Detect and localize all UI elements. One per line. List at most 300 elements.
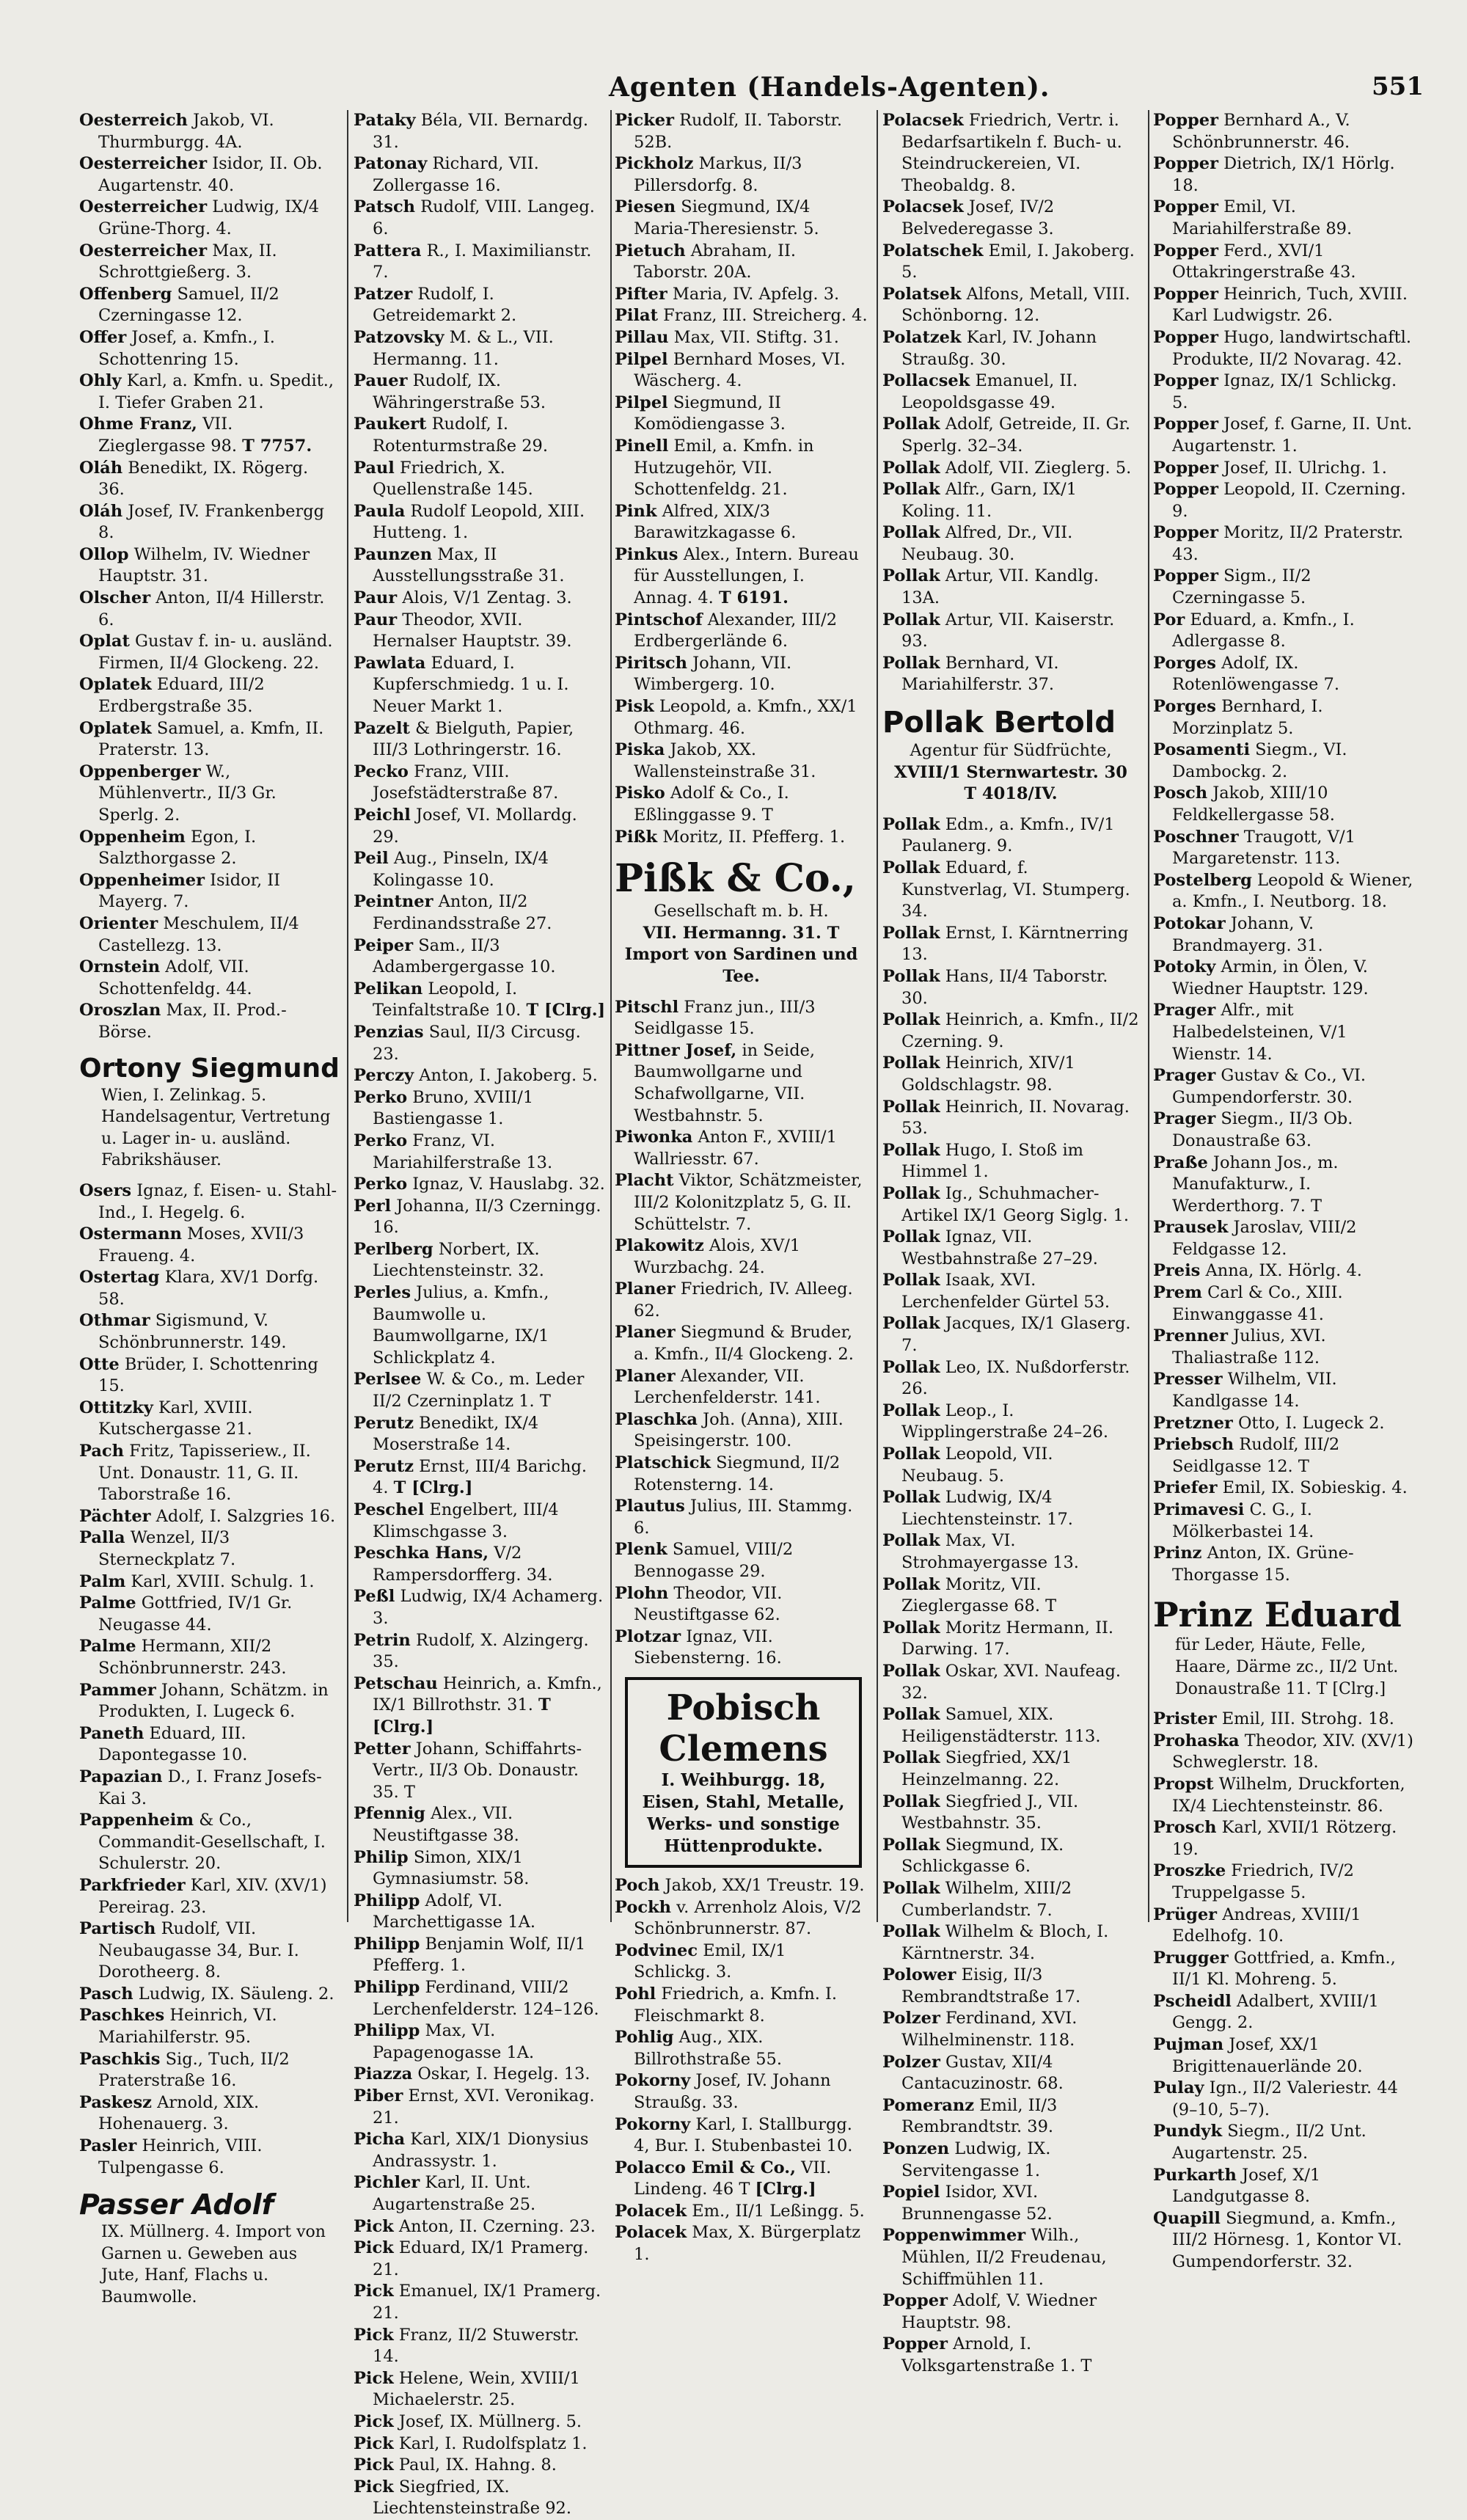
entry-name: Popper xyxy=(882,2291,948,2311)
entry-address: Engelbert, III/4 Klimschgasse 3. xyxy=(373,1500,559,1541)
directory-entry xyxy=(882,858,1139,923)
entry-name: Pollak xyxy=(882,1140,940,1160)
entry-address: Rudolf Leopold, XIII. Hutteng. 1. xyxy=(373,501,585,543)
entry-address: Max, II Ausstellungsstraße 31. xyxy=(373,544,565,586)
directory-entry xyxy=(882,566,1139,609)
advertisement-text: IX. Müllnerg. 4. Import von Garnen u. Geweben aus Jute, Hanf, Flachs u. Baumwolle. xyxy=(101,2223,326,2307)
entry-name: Pilpel xyxy=(615,349,668,369)
entry-address: Richard, VII. Zollergasse 16. xyxy=(373,154,539,195)
entry-name: Popper xyxy=(1153,111,1218,130)
entry-address: Anton F., XVIII/1 Wallriesstr. 67. xyxy=(634,1128,837,1169)
entry-name: Prohaska xyxy=(1153,1731,1240,1750)
entry-address: Artur, VII. Kaiserstr. 93. xyxy=(901,610,1115,651)
entry-name: Planer xyxy=(615,1279,676,1299)
entry-name: Partisch xyxy=(79,1919,156,1939)
directory-entry xyxy=(354,718,607,762)
directory-entry xyxy=(1153,783,1416,826)
directory-entry xyxy=(1153,1434,1416,1478)
directory-entry xyxy=(1153,522,1416,566)
page-number: 551 xyxy=(1372,72,1424,101)
entry-address: Karl, XIX/1 Dionysius Andrassystr. 1. xyxy=(373,2130,589,2171)
entry-name: Pollak xyxy=(882,1531,940,1551)
entry-name: Polzer xyxy=(882,2052,940,2072)
entry-name: Picha xyxy=(354,2130,406,2150)
entry-address: Carl & Co., XIII. Einwanggasse 41. xyxy=(1172,1283,1343,1324)
directory-entry xyxy=(79,1571,337,1593)
entry-address: Max, VI. Papagenogasse 1A. xyxy=(373,2021,535,2062)
entry-address: Rudolf, VIII. Langeg. 6. xyxy=(373,197,595,238)
entry-name: Pollak xyxy=(882,814,940,834)
entry-address: Wilhelm, IV. Wiedner Hauptstr. 31. xyxy=(98,544,310,586)
directory-entry xyxy=(354,1131,607,1174)
directory-entry xyxy=(615,349,868,392)
entry-address: Anton, II/2 Ferdinandsstraße 27. xyxy=(373,892,552,933)
entry-name: Prager xyxy=(1153,1001,1216,1020)
directory-entry xyxy=(1153,1948,1416,1991)
entry-address: Friedrich, Vertr. i. Bedarfsartikeln f. Buch- u. Steindruckereien, VI. Theobaldg. 8. xyxy=(901,111,1122,195)
directory-entry xyxy=(79,1506,337,1528)
entry-name: Perl xyxy=(354,1196,392,1216)
entry-address: Alex., Intern. Bureau für Ausstellungen, I. Annag. 4. xyxy=(634,544,859,608)
advertisement-title: Prinz Eduard xyxy=(1153,1595,1402,1635)
directory-entry xyxy=(354,2216,607,2238)
entry-address: v. Arrenholz Alois, V/2 Schönbrunnerstr. 87. xyxy=(634,1897,862,1939)
entry-address: Simon, XIX/1 Gymnasiumstr. 58. xyxy=(373,1847,530,1889)
entry-name: Piesen xyxy=(615,197,676,217)
entry-name: Piazza xyxy=(354,2064,413,2084)
entry-address: Hugo, landwirtschaftl. Produkte, II/2 Novarag. 42. xyxy=(1172,327,1412,369)
entry-address: Karl, XVII/1 Rötzerg. 19. xyxy=(1172,1818,1397,1859)
advertisement-line: XVIII/1 Sternwartestr. 30 xyxy=(894,762,1127,782)
advertisement-line: Eisen, Stahl, Metalle, xyxy=(642,1792,845,1812)
directory-entry xyxy=(1153,653,1416,696)
directory-entry xyxy=(354,2411,607,2433)
entry-address: Siegmund & Bruder, a. Kmfn., II/4 Glockeng. 2. xyxy=(634,1323,854,1365)
directory-entry xyxy=(615,653,868,696)
entry-address: Ignaz, V. Hauslabg. 32. xyxy=(412,1175,605,1194)
entry-address: Rudolf, X. Alzingerg. 35. xyxy=(373,1630,589,1672)
entry-address: Eduard, I. Kupferschmiedg. 1 u. I. Neuer Markt 1. xyxy=(373,653,569,717)
entry-address: Isaak, XVI. Lerchenfelder Gürtel 53. xyxy=(901,1271,1111,1312)
entry-address: Emil, III. Strohg. 18. xyxy=(1221,1709,1394,1729)
directory-entry xyxy=(79,1224,337,1267)
entry-address: Ludwig, IX/4 Achamerg. 3. xyxy=(373,1587,604,1628)
entry-address: Karl, XIV. (XV/1) Pereirag. 23. xyxy=(98,1875,327,1917)
entry-name: Popper xyxy=(1153,523,1218,543)
entry-address: W. & Co., m. Leder II/2 Czerninplatz 1. T xyxy=(373,1370,585,1411)
entry-name: Pietuch xyxy=(615,241,686,260)
entry-name: Pollak xyxy=(882,1922,940,1942)
advertisement-line: I. Weihburgg. 18, xyxy=(661,1770,826,1790)
directory-entry xyxy=(79,284,337,327)
entry-address: Samuel, VIII/2 Bennogasse 29. xyxy=(634,1540,794,1581)
directory-entry xyxy=(79,1680,337,1723)
directory-entry xyxy=(615,739,868,783)
entry-name: Offenberg xyxy=(79,284,172,304)
entry-address: Alexander, III/2 Erdbergerlände 6. xyxy=(634,610,838,651)
directory-entry xyxy=(1153,197,1416,240)
directory-entry xyxy=(354,891,607,935)
entry-name: Papazian xyxy=(79,1767,163,1786)
entry-name: Patzer xyxy=(354,284,413,304)
entry-address: Johann, Schätzm. in Produkten, I. Lugeck 6. xyxy=(98,1680,329,1722)
advertisement-text: für Leder, Häute, Felle, Haare, Därme zc., II/2 Unt. Donaustraße 11. T [Clrg.] xyxy=(1175,1636,1399,1698)
entry-address: Julius, XVI. Thaliastraße 112. xyxy=(1172,1326,1326,1367)
entry-name: Popper xyxy=(1153,327,1218,347)
entry-name: Pollak xyxy=(882,1835,940,1855)
directory-entry xyxy=(79,1310,337,1354)
entry-name: Pinkus xyxy=(615,544,678,564)
entry-address: Emil, I. Jakoberg. 5. xyxy=(901,241,1135,282)
entry-address: Karl, XVIII. Kutschergasse 21. xyxy=(98,1398,253,1439)
directory-entry xyxy=(354,2020,607,2064)
entry-name: Polacek xyxy=(615,2223,687,2243)
entry-address: D., I. Franz Josefs-Kai 3. xyxy=(98,1767,322,1808)
directory-entry xyxy=(354,610,607,653)
directory-entry xyxy=(79,1984,337,2006)
directory-entry xyxy=(615,696,868,739)
entry-name: Pittner Josef, xyxy=(615,1040,737,1060)
directory-entry xyxy=(354,2172,607,2216)
entry-name: Potokar xyxy=(1153,913,1226,933)
entry-name: Podvinec xyxy=(615,1940,698,1960)
entry-name: Potoky xyxy=(1153,957,1216,977)
entry-address: V/2 Rampersdorfferg. 34. xyxy=(373,1544,553,1585)
column-divider xyxy=(1148,110,1149,1922)
entry-name: Pomeranz xyxy=(882,2095,975,2115)
entry-name: Pick xyxy=(354,2238,394,2258)
entry-name: Popper xyxy=(1153,241,1218,260)
entry-address: Max, VI. Strohmayergasse 13. xyxy=(901,1531,1079,1572)
entry-address: Heinrich, II. Novarag. 53. xyxy=(901,1097,1130,1139)
entry-address: Johanna, II/3 Czerningg. 16. xyxy=(373,1196,601,1238)
directory-entry xyxy=(882,197,1139,240)
entry-address: Leopold & Wiener, a. Kmfn., I. Neutborg. 18. xyxy=(1172,870,1413,912)
entry-name: Ostermann xyxy=(79,1224,182,1244)
entry-name: Pick xyxy=(354,2433,394,2453)
entry-address: Johann, V. Brandmayerg. 31. xyxy=(1172,913,1323,955)
entry-address: Ign., II/2 Valeriestr. 44 (9–10, 5–7). xyxy=(1172,2078,1398,2119)
entry-name: Pattera xyxy=(354,241,422,260)
entry-address: Rudolf, I. Rotenturmstraße 29. xyxy=(373,414,548,456)
directory-entry xyxy=(1153,2208,1416,2274)
entry-name: Paskesz xyxy=(79,2092,152,2112)
directory-entry xyxy=(354,110,607,153)
column-4 xyxy=(882,110,1139,2375)
entry-name: Prister xyxy=(1153,1709,1217,1729)
advertisement xyxy=(1153,1595,1416,1700)
directory-entry xyxy=(79,631,337,674)
column-1 xyxy=(79,110,340,2307)
entry-address: Samuel, II/2 Czerningasse 12. xyxy=(98,284,279,326)
entry-name: Pilat xyxy=(615,306,658,326)
entry-address: Rudolf, III/2 Seidlgasse 12. T xyxy=(1172,1435,1340,1476)
entry-address: Hugo, I. Stoß im Himmel 1. xyxy=(901,1140,1084,1182)
directory-entry xyxy=(354,2129,607,2172)
entry-address: Adalbert, XVIII/1 Gengg. 2. xyxy=(1172,1991,1379,2033)
entry-name: Orienter xyxy=(79,913,158,933)
entry-address: Josef, IX. Müllnerg. 5. xyxy=(398,2411,582,2431)
directory-entry xyxy=(79,1000,337,1043)
directory-entry xyxy=(882,1487,1139,1530)
directory-entry xyxy=(615,1366,868,1409)
entry-name: Offer xyxy=(79,327,127,347)
entry-address: Johann Jos., m. Manufakturw., I. Werderthorg. 7. T xyxy=(1172,1153,1339,1216)
entry-name: Posamenti xyxy=(1153,740,1250,760)
advertisement-title: Pollak Bertold xyxy=(882,706,1116,740)
directory-entry xyxy=(615,2158,868,2201)
entry-name: Pollak xyxy=(882,1053,940,1073)
entry-address: Rudolf, IX. Währingerstraße 53. xyxy=(373,371,546,412)
directory-entry xyxy=(1153,957,1416,1000)
directory-entry xyxy=(1153,1543,1416,1586)
entry-address: Em., II/1 Leßingg. 5. xyxy=(692,2201,865,2221)
entry-name: Pißk xyxy=(615,827,658,847)
directory-entry xyxy=(615,392,868,436)
directory-entry xyxy=(615,1279,868,1322)
directory-entry xyxy=(354,1174,607,1196)
entry-name: Polatzek xyxy=(882,327,962,347)
entry-name: Plaschka xyxy=(615,1409,698,1429)
entry-name: Paul xyxy=(354,458,395,478)
entry-name: Porges xyxy=(1153,653,1216,673)
entry-address: Josef, VI. Mollardg. 29. xyxy=(373,806,577,847)
entry-address: Moritz, II/2 Praterstr. 43. xyxy=(1172,523,1404,564)
entry-address: Adolf, V. Wiedner Hauptstr. 98. xyxy=(901,2291,1097,2332)
directory-entry xyxy=(354,1413,607,1456)
directory-entry xyxy=(615,1040,868,1127)
directory-entry xyxy=(1153,1000,1416,1065)
entry-name: Peschel xyxy=(354,1500,425,1519)
entry-name: Pundyk xyxy=(1153,2122,1223,2141)
entry-name: Petrin xyxy=(354,1630,411,1650)
entry-name: Pitschl xyxy=(615,997,679,1017)
directory-entry xyxy=(1153,1478,1416,1500)
directory-entry xyxy=(354,1087,607,1131)
directory-entry xyxy=(79,1180,337,1224)
entry-name: Ornstein xyxy=(79,957,161,977)
directory-entry xyxy=(354,370,607,414)
entry-address: Oskar, I. Hegelg. 13. xyxy=(417,2064,590,2084)
entry-name: Pasch xyxy=(79,1984,133,2004)
entry-name: Oppenberger xyxy=(79,762,201,781)
entry-address: Maria, IV. Apfelg. 3. xyxy=(672,284,840,304)
advertisement-title: Passer Adolf xyxy=(79,2188,274,2221)
entry-name: Prinz xyxy=(1153,1544,1202,1563)
entry-address: Moses, XVII/3 Fraueng. 4. xyxy=(98,1224,304,1266)
entry-name: Philipp xyxy=(354,2021,420,2041)
entry-address: Josef, IV. Johann Straußg. 33. xyxy=(634,2071,831,2112)
directory-entry xyxy=(354,1630,607,1673)
entry-address: Wilhelm, Druckforten, IX/4 Liechtensteinstr. 86. xyxy=(1172,1774,1405,1816)
entry-name: Purkarth xyxy=(1153,2165,1237,2185)
entry-name: Proszke xyxy=(1153,1861,1226,1881)
entry-name: Polacek xyxy=(615,2201,687,2221)
entry-address: Sam., II/3 Adambergergasse 10. xyxy=(373,935,556,977)
directory-entry xyxy=(354,2477,607,2520)
directory-entry xyxy=(79,1875,337,1918)
entry-name: Penzias xyxy=(354,1022,424,1042)
entry-address: Siegm., II/2 Unt. Augartenstr. 25. xyxy=(1172,2122,1367,2163)
column-2 xyxy=(354,110,607,2519)
entry-name: Plakowitz xyxy=(615,1236,704,1256)
entry-name: Pollak xyxy=(882,1618,940,1637)
entry-name: Perutz xyxy=(354,1413,414,1433)
entry-name: Popper xyxy=(1153,414,1218,434)
entry-address: Traugott, V/1 Margaretenstr. 113. xyxy=(1172,827,1356,869)
entry-address: Bernhard, VI. Mariahilferstr. 37. xyxy=(901,653,1059,695)
entry-name: Oesterreicher xyxy=(79,154,208,174)
entry-telephone: T 7757. xyxy=(242,436,312,456)
entry-name: Pick xyxy=(354,2325,394,2345)
directory-entry xyxy=(79,1810,337,1875)
entry-name: Pasler xyxy=(79,2136,137,2156)
directory-entry xyxy=(615,1235,868,1279)
directory-entry xyxy=(354,1500,607,1543)
directory-entry xyxy=(1153,696,1416,739)
entry-name: Prüger xyxy=(1153,1904,1218,1924)
directory-entry xyxy=(615,1322,868,1365)
entry-name: Pecko xyxy=(354,762,409,781)
entry-address: Anton, II. Czerning. 23. xyxy=(398,2216,596,2236)
directory-entry xyxy=(882,414,1139,457)
directory-entry xyxy=(79,110,337,153)
entry-name: Pächter xyxy=(79,1506,151,1526)
entry-name: Pichler xyxy=(354,2173,420,2193)
entry-address: Leopold, II. Czerning. 9. xyxy=(1172,480,1406,521)
directory-entry xyxy=(615,1897,868,1940)
entry-name: Pollak xyxy=(882,1357,940,1377)
directory-entry xyxy=(882,1878,1139,1921)
entry-name: Paur xyxy=(354,588,398,608)
entry-name: Pauer xyxy=(354,371,408,391)
entry-address: Alois, XV/1 Wurzbachg. 24. xyxy=(634,1236,801,1277)
entry-name: Preis xyxy=(1153,1261,1201,1281)
entry-name: Oroszlan xyxy=(79,1001,161,1020)
directory-entry xyxy=(354,1977,607,2020)
entry-name: Pinell xyxy=(615,436,669,456)
entry-address: Arnold, XIX. Hohenauerg. 3. xyxy=(98,2092,260,2134)
entry-address: Adolf & Co., I. Eßlinggasse 9. T xyxy=(634,784,789,825)
entry-name: Pokorny xyxy=(615,2114,691,2134)
directory-entry xyxy=(354,1022,607,1065)
entry-name: Paschkis xyxy=(79,2049,161,2069)
entry-address: Eduard, IX/1 Pramerg. 21. xyxy=(373,2238,589,2279)
directory-entry xyxy=(615,1583,868,1626)
entry-address: Viktor, Schätzmeister, III/2 Kolonitzplatz 5, G. II. Schüttelstr. 7. xyxy=(634,1171,863,1234)
directory-entry xyxy=(354,848,607,891)
directory-entry xyxy=(79,1267,337,1310)
entry-address: Heinrich, a. Kmfn., II/2 Czerning. 9. xyxy=(901,1010,1139,1051)
entry-name: Poch xyxy=(615,1875,660,1895)
directory-entry xyxy=(615,110,868,153)
entry-name: Poppenwimmer xyxy=(882,2226,1026,2246)
entry-address: Max, VII. Stiftg. 31. xyxy=(673,327,839,347)
directory-entry xyxy=(1153,1904,1416,1948)
entry-name: Pohlig xyxy=(615,2028,674,2048)
directory-entry xyxy=(615,2070,868,2114)
entry-name: Pappenheim xyxy=(79,1811,194,1830)
directory-entry xyxy=(615,284,868,306)
directory-entry xyxy=(882,653,1139,696)
entry-name: Petschau xyxy=(354,1673,438,1693)
entry-name: Pollak xyxy=(882,1488,940,1508)
directory-entry xyxy=(882,2182,1139,2225)
advertisement xyxy=(79,2188,337,2308)
entry-name: Peiper xyxy=(354,935,414,955)
entry-address: Alfr., Garn, IX/1 Koling. 11. xyxy=(901,480,1078,521)
entry-address: Armin, in Ölen, V. Wiedner Hauptstr. 129. xyxy=(1172,957,1369,998)
entry-address: Alexander, VII. Lerchenfelderstr. 141. xyxy=(634,1366,821,1408)
directory-entry xyxy=(1153,2165,1416,2208)
directory-entry xyxy=(1153,327,1416,370)
entry-address: Adolf, Getreide, II. Gr. Sperlg. 32–34. xyxy=(901,414,1131,456)
entry-name: Priebsch xyxy=(1153,1435,1234,1455)
directory-entry xyxy=(354,2238,607,2281)
entry-address: Rudolf, VII. Neubaugasse 34, Bur. I. Dorotheerg. 8. xyxy=(98,1919,299,1982)
entry-address: Jakob, XX. Wallensteinstraße 31. xyxy=(634,740,816,781)
entry-address: C. G., I. Mölkerbastei 14. xyxy=(1172,1500,1314,1541)
entry-address: Brüder, I. Schottenring 15. xyxy=(98,1354,318,1396)
directory-entry xyxy=(615,2222,868,2265)
entry-address: Ig., Schuhmacher-Artikel IX/1 Georg Siglg. 1. xyxy=(901,1183,1130,1225)
entry-name: Placht xyxy=(615,1171,674,1191)
entry-name: Pollak xyxy=(882,1097,940,1117)
entry-name: Polacco Emil & Co., xyxy=(615,2158,796,2177)
column-divider xyxy=(610,110,612,1922)
directory-entry xyxy=(615,997,868,1040)
entry-name: Oplat xyxy=(79,632,130,651)
entry-name: Pilpel xyxy=(615,392,668,412)
entry-address: Josef, f. Garne, II. Unt. Augartenstr. 1. xyxy=(1172,414,1413,456)
entry-name: Popper xyxy=(1153,284,1218,304)
directory-entry xyxy=(882,522,1139,566)
directory-entry xyxy=(354,805,607,848)
entry-address: Leopold, I. Teinfaltstraße 10. xyxy=(373,979,522,1020)
directory-entry xyxy=(354,1934,607,1977)
entry-telephone: T [Clrg.] xyxy=(373,1695,551,1736)
directory-entry xyxy=(79,1398,337,1441)
entry-address: Emil, VI. Mariahilferstraße 89. xyxy=(1172,197,1353,238)
entry-address: Theodor, XIV. (XV/1) Schweglerstr. 18. xyxy=(1172,1731,1413,1772)
directory-entry xyxy=(615,305,868,327)
entry-name: Ponzen xyxy=(882,2139,950,2159)
entry-address: M. & L., VII. Hermanng. 11. xyxy=(373,327,554,369)
entry-name: Pawlata xyxy=(354,653,426,673)
entry-name: Perczy xyxy=(354,1066,414,1086)
directory-entry xyxy=(882,1965,1139,2008)
entry-name: Paunzen xyxy=(354,544,433,564)
column-5 xyxy=(1153,110,1416,2271)
entry-name: Polatsek xyxy=(882,284,962,304)
entry-name: Polacsek xyxy=(882,197,964,217)
entry-name: Oplatek xyxy=(79,718,152,738)
directory-entry xyxy=(354,1369,607,1412)
entry-address: Aug., XIX. Billrothstraße 55. xyxy=(634,2028,782,2069)
entry-address: Anton, I. Jakoberg. 5. xyxy=(419,1066,598,1086)
entry-address: W., Mühlenvertr., II/3 Gr. Sperlg. 2. xyxy=(98,762,277,825)
advertisement-title: Pobisch Clemens xyxy=(659,1687,828,1770)
directory-entry xyxy=(615,501,868,544)
directory-entry xyxy=(1153,1413,1416,1435)
entry-address: Ludwig, IX. Säuleng. 2. xyxy=(138,1984,334,2004)
directory-entry xyxy=(1153,1774,1416,1817)
directory-entry xyxy=(1153,479,1416,522)
entry-name: Pisk xyxy=(615,697,654,717)
entry-address: Eduard, f. Kunstverlag, VI. Stumperg. 34. xyxy=(901,858,1130,921)
entry-address: Gustav & Co., VI. Gumpendorferstr. 30. xyxy=(1172,1066,1367,1107)
entry-address: Ignaz, f. Eisen- u. Stahl-Ind., I. Hegelg. 6. xyxy=(98,1180,337,1222)
